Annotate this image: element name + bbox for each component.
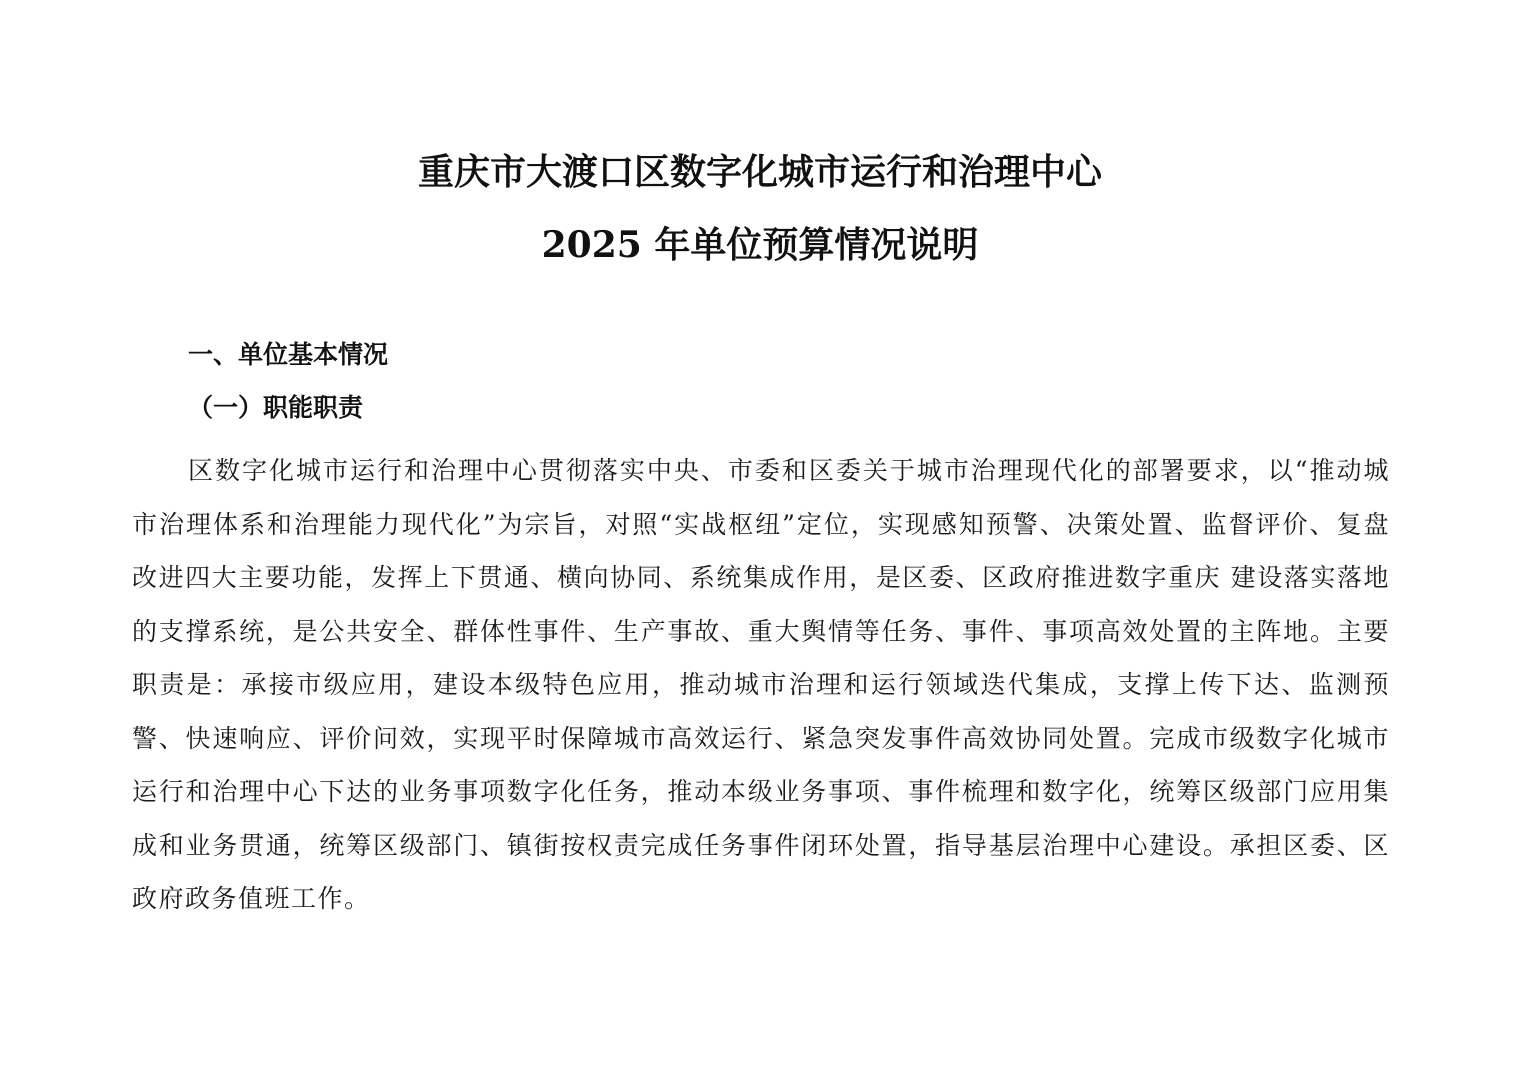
document-title-line-2: 2025 年单位预算情况说明	[541, 224, 979, 266]
section-heading-basic-info: 一、单位基本情况	[188, 340, 389, 369]
document-title-line-1: 重庆市大渡口区数字化城市运行和治理中心	[417, 151, 1102, 193]
subsection-heading-functions: （一）职能职责	[188, 393, 364, 422]
body-paragraph: 区数字化城市运行和治理中心贯彻落实中央、市委和区委关于城市治理现代化的部署要求，以“推动城市治理体系和治理能力现代化”为宗旨，对照“实战枢纽”定位，实现感知预警、决策处置、监督评价、复盘改进四大主要功能，发挥上下贯通、横向协同、系统集成作用，是区委、区政府推进数字重庆 建设落实落地的支撑系统，是公共安全、群体性事件、生产事故、重大舆情等任务、事件、事项高效处置的主阵地。主要职责是：承接市级应用，建设本级特色应用，推动城市治理和运行领域迭代集成，支撑上传下达、监测预警、快速响应、评价问效，实现平时保障城市高效运行、紧急突发事件高效协同处置。完成市级数字化城市运行和治理中心下达的业务事项数字化任务，推动本级业务事项、事件梳理和数字化，统筹区级部门应用集成和业务贯通，统筹区级部门、镇街按权责完成任务事件闭环处置，指导基层治理中心建设。承担区委、区政府政务值班工作。	[132, 456, 1390, 913]
